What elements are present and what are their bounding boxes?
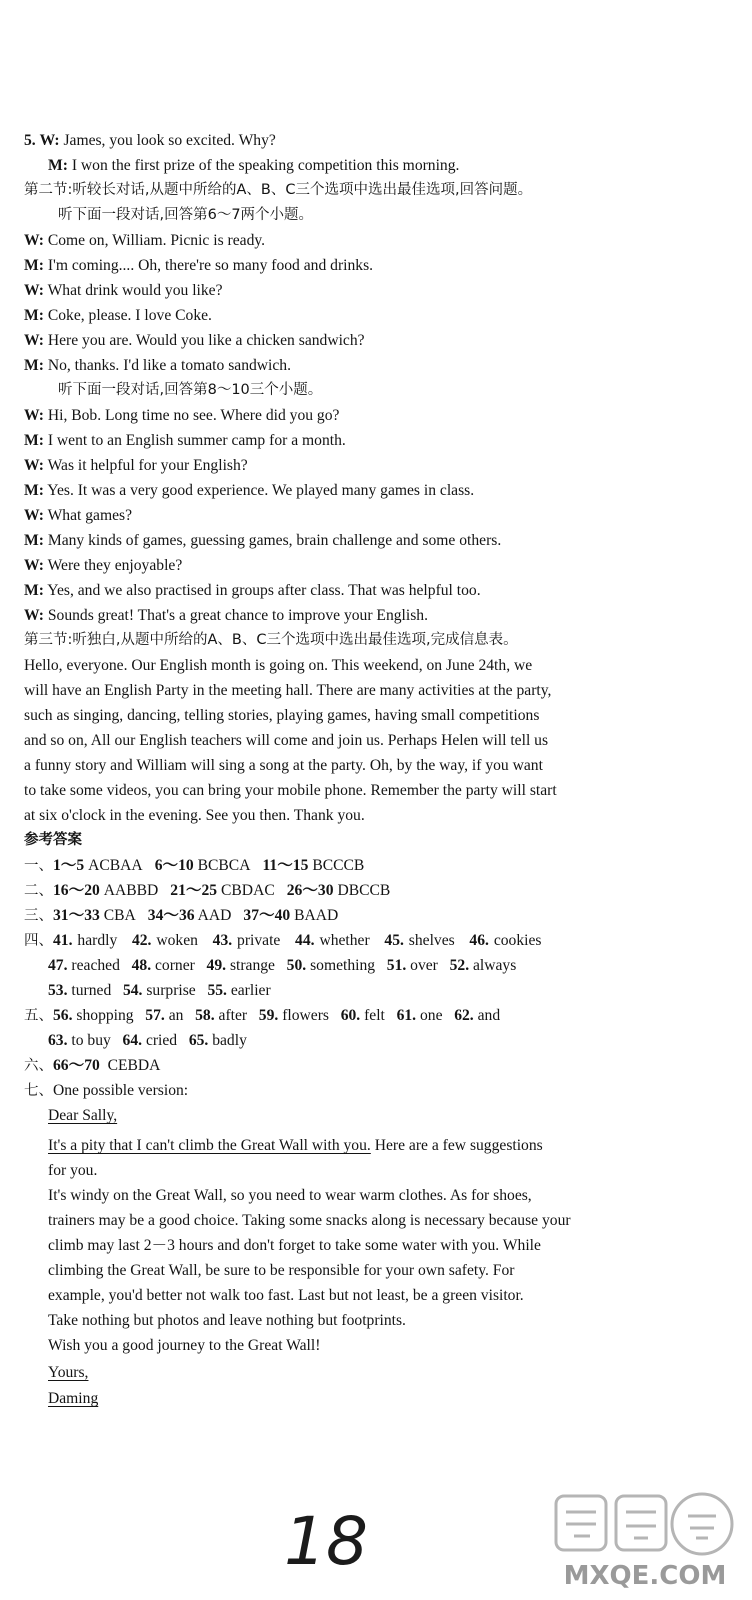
answer-row-5a (24, 1003, 734, 1028)
item-word: corner (155, 957, 195, 974)
dialog-line (24, 478, 734, 503)
speaker-label: W: (39, 132, 60, 149)
item-word: over (410, 957, 438, 974)
monologue-line: will have an English Party in the meeting hall. There are many activities at the party, (24, 682, 552, 699)
speaker-label: M: (24, 307, 44, 324)
item-number: 44. (295, 932, 315, 949)
answer-range: 11～15 (262, 857, 309, 874)
dialog-text: Sounds great! That's a great chance to improve your English. (47, 607, 428, 624)
speaker-label: M: (24, 357, 44, 374)
item-number: 64. (122, 1032, 143, 1049)
item-word: reached (71, 957, 120, 974)
monologue-line: to take some videos, you can bring your mobile phone. Remember the party will start (24, 782, 557, 799)
answer-letters: CBA (103, 907, 136, 924)
section-intro: 听下面一段对话,回答第8～10三个小题。 (58, 382, 323, 398)
item-word: always (473, 957, 517, 974)
monologue-line: a funny story and William will sing a song at the party. Oh, by the way, if you want (24, 757, 543, 774)
item-word: shopping (76, 1007, 134, 1024)
answer-range: 31～33 (53, 907, 100, 924)
answer-row-5b (48, 1028, 734, 1053)
part-prefix: 二、 (24, 883, 53, 899)
answer-letters: AABBD (103, 882, 159, 899)
answer-row-6 (24, 1053, 734, 1078)
answer-range: 16～20 (53, 882, 100, 899)
answer-range: 6～10 (154, 857, 194, 874)
monologue-line: at six o'clock in the evening. See you then. Thank you. (24, 807, 365, 824)
answer-letters: CBDAC (221, 882, 275, 899)
dialog-line (24, 553, 734, 578)
item-word: to buy (71, 1032, 111, 1049)
dialog-line (24, 503, 734, 528)
item-word: badly (212, 1032, 247, 1049)
item-word: flowers (282, 1007, 329, 1024)
dialog-text: What drink would you like? (47, 282, 223, 299)
item-word: felt (364, 1007, 385, 1024)
monologue-line: such as singing, dancing, telling stories, playing games, having small competitions (24, 707, 540, 724)
answer-letters: ACBAA (88, 857, 143, 874)
essay-line: example, you'd better not walk too fast. Last but not least, be a green visitor. (48, 1287, 524, 1304)
answer-letters: DBCCB (337, 882, 391, 899)
speaker-label: W: (24, 607, 44, 624)
speaker-label: W: (24, 282, 44, 299)
dialog-line (24, 403, 734, 428)
speaker-label: W: (24, 332, 44, 349)
dialog-line (24, 578, 734, 603)
monologue-line: Hello, everyone. Our English month is going on. This weekend, on June 24th, we (24, 657, 533, 674)
dialog-line (24, 428, 734, 453)
item-number: 46. (469, 932, 489, 949)
item-number: 52. (449, 957, 470, 974)
item-number: 54. (122, 982, 143, 999)
item-word: earlier (230, 982, 271, 999)
item-word: private (237, 932, 281, 949)
speaker-label: W: (24, 557, 44, 574)
closing-text: Yours, (48, 1364, 89, 1381)
answer-range: 1～5 (53, 857, 85, 874)
dialog-line (24, 328, 734, 353)
item-number: 63. (48, 1032, 68, 1049)
watermark-text: MXQE.COM (563, 1561, 727, 1591)
item-word: turned (71, 982, 112, 999)
answer-letters: BAAD (294, 907, 339, 924)
answer-row-4b (48, 953, 734, 978)
essay-line: Wish you a good journey to the Great Wall! (48, 1337, 321, 1354)
part-prefix: 七、 (24, 1083, 53, 1099)
dialog-text: Hi, Bob. Long time no see. Where did you go? (47, 407, 340, 424)
signature-text: Daming (48, 1390, 99, 1407)
item-number: 53. (48, 982, 68, 999)
answer-range: 21～25 (170, 882, 218, 899)
essay-greeting (48, 1103, 734, 1128)
dialog-line (24, 603, 734, 628)
question-number: 5. (24, 132, 36, 149)
essay-line: climb may last 2－3 hours and don't forget to take some water with you. While (48, 1237, 541, 1254)
part-prefix: 三、 (24, 908, 53, 924)
monologue-line: and so on, All our English teachers will come and join us. Perhaps Helen will tell us (24, 732, 549, 749)
version-label: One possible version: (53, 1082, 189, 1099)
item-word: after (218, 1007, 248, 1024)
essay-closing (48, 1360, 734, 1385)
essay-line: climbing the Great Wall, be sure to be responsible for your own safety. For (48, 1262, 515, 1279)
dialog-line (24, 128, 734, 153)
speaker-label: W: (24, 407, 44, 424)
answer-row-2 (24, 878, 734, 903)
dialog-line (24, 303, 734, 328)
dialog-text: Were they enjoyable? (47, 557, 183, 574)
answer-row-4c (48, 978, 734, 1003)
item-number: 48. (131, 957, 152, 974)
answer-letters: AAD (197, 907, 232, 924)
item-word: and (477, 1007, 501, 1024)
dialog-line (24, 228, 734, 253)
dialog-text: I'm coming.... Oh, there're so many food and drinks. (47, 257, 374, 274)
dialog-line (24, 353, 734, 378)
dialog-text: No, thanks. I'd like a tomato sandwich. (47, 357, 291, 374)
dialog-line (48, 153, 734, 178)
part-prefix: 一、 (24, 858, 53, 874)
speaker-label: W: (24, 232, 44, 249)
dialog-line (24, 453, 734, 478)
essay-signature (48, 1386, 734, 1411)
item-number: 55. (207, 982, 227, 999)
item-word: woken (156, 932, 198, 949)
item-word: cried (145, 1032, 178, 1049)
dialog-text: Yes. It was a very good experience. We played many games in class. (47, 482, 475, 499)
answer-letters: BCBCA (197, 857, 251, 874)
dialog-line (24, 528, 734, 553)
essay-line (48, 1133, 734, 1158)
speaker-label: M: (24, 532, 44, 549)
section-heading: 第三节:听独白,从题中所给的A、B、C三个选项中选出最佳选项,完成信息表。 (24, 632, 518, 648)
item-number: 58. (195, 1007, 215, 1024)
answer-range: 37～40 (243, 907, 291, 924)
item-number: 65. (188, 1032, 209, 1049)
dialog-text: Yes, and we also practised in groups after class. That was helpful too. (47, 582, 481, 599)
answer-range: 26～30 (286, 882, 334, 899)
item-number: 51. (386, 957, 407, 974)
essay-text: Here are a few suggestions (374, 1137, 543, 1154)
answer-range: 66～70 (53, 1057, 100, 1074)
item-word: something (310, 957, 376, 974)
dialog-text: Was it helpful for your English? (47, 457, 248, 474)
dialog-text: I won the first prize of the speaking competition this morning. (71, 157, 460, 174)
dialog-text: What games? (47, 507, 132, 524)
part-prefix: 六、 (24, 1058, 53, 1074)
item-word: surprise (146, 982, 196, 999)
page-number: 18 (284, 1503, 368, 1580)
item-number: 59. (258, 1007, 279, 1024)
item-word: hardly (77, 932, 118, 949)
item-number: 56. (53, 1007, 73, 1024)
answers-heading: 参考答案 (24, 832, 82, 848)
essay-topic-sentence: It's a pity that I can't climb the Great Wall with you. (48, 1137, 371, 1154)
dialog-text: Come on, William. Picnic is ready. (47, 232, 266, 249)
item-number: 49. (206, 957, 227, 974)
essay-line: It's windy on the Great Wall, so you need to wear warm clothes. As for shoes, (48, 1187, 532, 1204)
item-word: cookies (493, 932, 542, 949)
speaker-label: M: (24, 257, 44, 274)
answer-row-7 (24, 1078, 734, 1103)
item-number: 57. (145, 1007, 165, 1024)
part-prefix: 五、 (24, 1008, 53, 1024)
speaker-label: W: (24, 507, 44, 524)
answer-range: 34～36 (147, 907, 195, 924)
answer-letters: BCCCB (312, 857, 365, 874)
item-number: 45. (384, 932, 404, 949)
item-word: an (168, 1007, 184, 1024)
essay-line: Take nothing but photos and leave nothing but footprints. (48, 1312, 406, 1329)
speaker-label: W: (24, 457, 44, 474)
greeting-text: Dear Sally, (48, 1107, 118, 1124)
speaker-label: M: (24, 482, 44, 499)
essay-line: for you. (48, 1162, 98, 1179)
item-number: 62. (454, 1007, 474, 1024)
dialog-text: Many kinds of games, guessing games, brain challenge and some others. (47, 532, 502, 549)
section-heading: 第二节:听较长对话,从题中所给的A、B、C三个选项中选出最佳选项,回答问题。 (24, 182, 533, 198)
item-number: 50. (286, 957, 307, 974)
part-prefix: 四、 (24, 933, 53, 949)
item-word: one (419, 1007, 443, 1024)
item-number: 61. (396, 1007, 417, 1024)
item-word: whether (319, 932, 370, 949)
item-word: shelves (408, 932, 455, 949)
item-number: 47. (48, 957, 68, 974)
item-word: strange (229, 957, 275, 974)
item-number: 41. (53, 932, 73, 949)
speaker-label: M: (24, 582, 44, 599)
dialog-text: Here you are. Would you like a chicken sandwich? (47, 332, 365, 349)
answer-row-4a (24, 928, 734, 953)
section-intro: 听下面一段对话,回答第6～7两个小题。 (58, 207, 314, 223)
item-number: 43. (212, 932, 233, 949)
dialog-text: I went to an English summer camp for a month. (47, 432, 346, 449)
item-number: 60. (340, 1007, 361, 1024)
speaker-label: M: (48, 157, 68, 174)
answer-letters: CEBDA (107, 1057, 161, 1074)
essay-line: trainers may be a good choice. Taking some snacks along is necessary because your (48, 1212, 571, 1229)
dialog-line (24, 253, 734, 278)
dialog-line (24, 278, 734, 303)
speaker-label: M: (24, 432, 44, 449)
dialog-text: Coke, please. I love Coke. (47, 307, 212, 324)
watermark-logo (542, 1488, 748, 1596)
answer-row-1 (24, 853, 734, 878)
answer-row-3 (24, 903, 734, 928)
item-number: 42. (131, 932, 152, 949)
dialog-text: James, you look so excited. Why? (63, 132, 276, 149)
